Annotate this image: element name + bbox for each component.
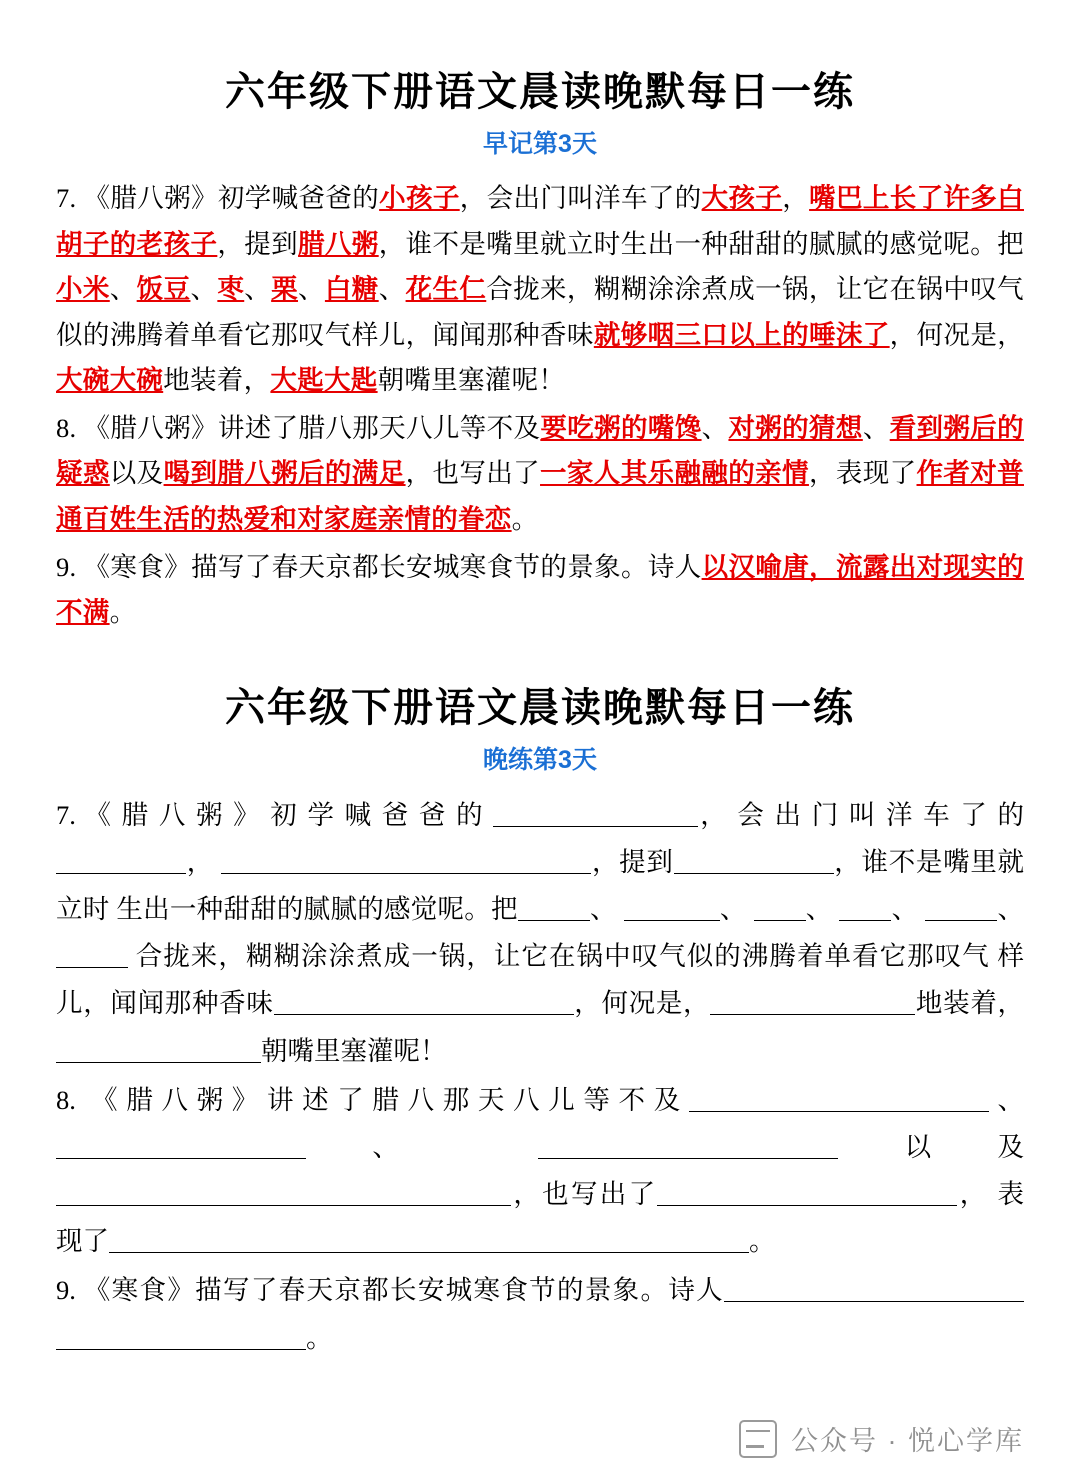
exercise-text: ，提到	[591, 846, 674, 877]
fill-blank[interactable]	[518, 891, 590, 921]
item-number: 8.	[56, 1084, 76, 1115]
item-number: 7.	[56, 183, 77, 213]
exercise-text: ， 会 出 门 叫 洋 车 了	[698, 799, 989, 830]
answer-highlight: 对粥的猜想	[728, 412, 863, 443]
body-text: 地装着，	[163, 365, 271, 396]
footer-watermark	[739, 1419, 1024, 1458]
answer-highlight: 栗	[271, 274, 299, 305]
answer-item-7	[56, 176, 1024, 404]
item-number: 7.	[56, 799, 76, 830]
body-text: 合拢来，糊糊涂涂煮成一锅，让它在锅中叹气似的沸腾着单看它那叹气样儿，闻闻那种香味	[56, 274, 1024, 350]
fill-blank[interactable]	[221, 844, 591, 874]
body-text: 、	[378, 274, 406, 305]
body-text: 《腊八粥》讲述了腊八那天八儿等不及	[83, 412, 541, 443]
fill-blank[interactable]	[674, 844, 834, 874]
body-text: ，	[782, 183, 810, 213]
answer-highlight: 小米	[56, 274, 110, 305]
item-text	[56, 183, 1024, 395]
exercise-item-7: 7. 《 腊 八 粥 》 初 学 喊 爸 爸 的 ， 会 出 门 叫 洋 车 了 的， ，提到 ，谁不是嘴里就立时 生出一种甜甜的腻腻的感觉呢。把 、 、 、 、 、 合拢来，糊糊涂涂煮成一锅，让它在锅中叹气似的沸腾着单看它那叹气 样儿，闻闻那种香味 ，何况是， 地装着， 朝嘴里塞灌呢！	[56, 792, 1024, 1075]
answer-item-9	[56, 545, 1024, 636]
section-subtitle-morning: 早记第3天	[483, 130, 597, 158]
exercise-text: ，何况是，	[573, 988, 711, 1019]
answer-highlight: 要吃粥的嘴馋	[540, 412, 702, 443]
exercise-text: 样儿，闻闻那种香味	[56, 941, 1025, 1019]
exercise-item-8: 8. 《腊八粥》讲述了腊八那天八儿等不及 、、 以及，也写出了 ， 表现了 。	[56, 1077, 1024, 1266]
exercise-text: 生出一种甜甜的腻腻的感觉呢。把	[116, 894, 518, 925]
body-text: 、	[862, 412, 890, 443]
exercise-text: 《寒食》描写了春天京都长安城寒食节的景象。诗人	[83, 1275, 725, 1306]
answer-highlight: 嘴巴上长了许多白胡子的老孩子	[56, 183, 1024, 259]
exercise-text: 的	[997, 799, 1024, 830]
answer-highlight: 一家人其乐融融的亲情	[540, 458, 809, 489]
answer-highlight: 大匙大匙	[270, 365, 378, 396]
body-text: 《寒食》描写了春天京都长安城寒食节的景象。诗人	[83, 551, 702, 582]
answer-highlight: 腊八粥	[298, 228, 379, 259]
item-number: 9.	[56, 1275, 76, 1306]
exercise-text: 。	[749, 1226, 776, 1257]
exercise-text: ，	[186, 846, 214, 877]
fill-blank[interactable]	[493, 797, 698, 827]
exercise-item-9	[56, 1267, 1024, 1361]
body-text: 、	[701, 412, 729, 443]
fill-blank[interactable]	[56, 1319, 306, 1349]
exercise-text: 以及	[838, 1131, 1024, 1162]
body-text: 、	[190, 274, 218, 305]
exercise-text: 朝嘴里塞灌呢！	[261, 1035, 447, 1066]
body-text: 。	[109, 597, 137, 628]
body-text: 、	[244, 274, 272, 305]
answer-highlight: 花生仁	[405, 274, 487, 305]
body-text: ，提到	[217, 228, 299, 259]
exercise-text: 地装着，	[915, 988, 1025, 1019]
page-title-evening: 六年级下册语文晨读晚默每日一练	[225, 683, 855, 731]
fill-blank[interactable]	[839, 891, 891, 921]
exercise-text: 《 腊 八 粥 》 初 学 喊 爸 爸 的	[84, 799, 485, 830]
body-text: 、	[298, 274, 325, 305]
body-text: 。	[511, 504, 539, 535]
fill-blank[interactable]	[624, 891, 720, 921]
answer-highlight: 作者对普通百姓生活的热爱和对家庭亲情的眷恋	[56, 458, 1024, 535]
fill-blank[interactable]	[710, 985, 915, 1015]
body-text: ，谁不是嘴里就立时生出一种甜甜的腻腻的感觉呢。把	[378, 228, 1024, 259]
wechat-official-account-icon	[739, 1420, 777, 1458]
section-subtitle-evening: 晚练第3天	[483, 745, 597, 774]
answer-highlight: 就够咽三口以上的唾沫了	[593, 319, 890, 350]
item-text	[56, 552, 1024, 628]
fill-blank[interactable]	[657, 1176, 957, 1206]
exercise-text: 《腊八粥》讲述了腊八那天八儿等不及	[91, 1084, 689, 1115]
fill-blank[interactable]	[56, 938, 128, 968]
exercise-text: 。	[306, 1322, 333, 1353]
fill-blank[interactable]	[538, 1129, 838, 1159]
fill-blank[interactable]	[109, 1223, 749, 1253]
body-text: 、	[109, 274, 137, 305]
fill-blank[interactable]	[56, 844, 186, 874]
fill-blank[interactable]	[925, 891, 997, 921]
exercise-text: ，也写出了	[511, 1179, 658, 1210]
exercise-text: ，谁不是嘴里就立时	[56, 846, 1025, 925]
body-text: ，表现了	[808, 458, 917, 489]
body-text: 朝嘴里塞灌呢！	[377, 365, 566, 396]
body-text: 《腊八粥》初学喊爸爸的	[83, 183, 380, 213]
item-text	[56, 413, 1024, 534]
answer-highlight: 看到粥后的疑惑	[56, 412, 1024, 489]
answer-highlight: 喝到腊八粥后的满足	[163, 458, 406, 489]
fill-blank[interactable]	[274, 985, 574, 1015]
item-number: 9.	[56, 551, 77, 582]
page-title-morning: 六年级下册语文晨读晚默每日一练	[225, 68, 855, 115]
fill-blank[interactable]	[724, 1272, 1024, 1302]
answer-highlight: 大孩子	[701, 183, 783, 213]
body-text: 以及	[109, 458, 164, 489]
body-text: ，何况是，	[889, 319, 1025, 350]
fill-blank[interactable]	[689, 1082, 989, 1112]
item-number: 8.	[56, 412, 77, 443]
answer-highlight: 以汉喻唐，流露出对现实的不满	[56, 551, 1024, 628]
answer-highlight: 白糖	[324, 274, 379, 305]
answer-highlight: 小孩子	[379, 183, 460, 213]
body-text: ，也写出了	[405, 458, 541, 489]
answer-highlight: 饭豆	[136, 274, 191, 305]
fill-blank[interactable]	[56, 1032, 261, 1062]
answer-highlight: 枣	[217, 274, 245, 305]
fill-blank[interactable]	[56, 1176, 511, 1206]
answer-highlight: 大碗大碗	[56, 365, 164, 396]
exercise-text: 表现了	[56, 1179, 1025, 1257]
fill-blank[interactable]	[754, 891, 806, 921]
answer-item-8	[56, 406, 1024, 543]
fill-blank[interactable]	[56, 1129, 306, 1159]
footer-text: 公众号 · 悦心学库	[791, 1426, 1024, 1456]
exercise-text: 合拢来，糊糊涂涂煮成一锅，让它在锅中叹气似的沸腾着单看它那叹气	[135, 941, 990, 972]
body-text: ，会出门叫洋车了的	[459, 183, 702, 213]
